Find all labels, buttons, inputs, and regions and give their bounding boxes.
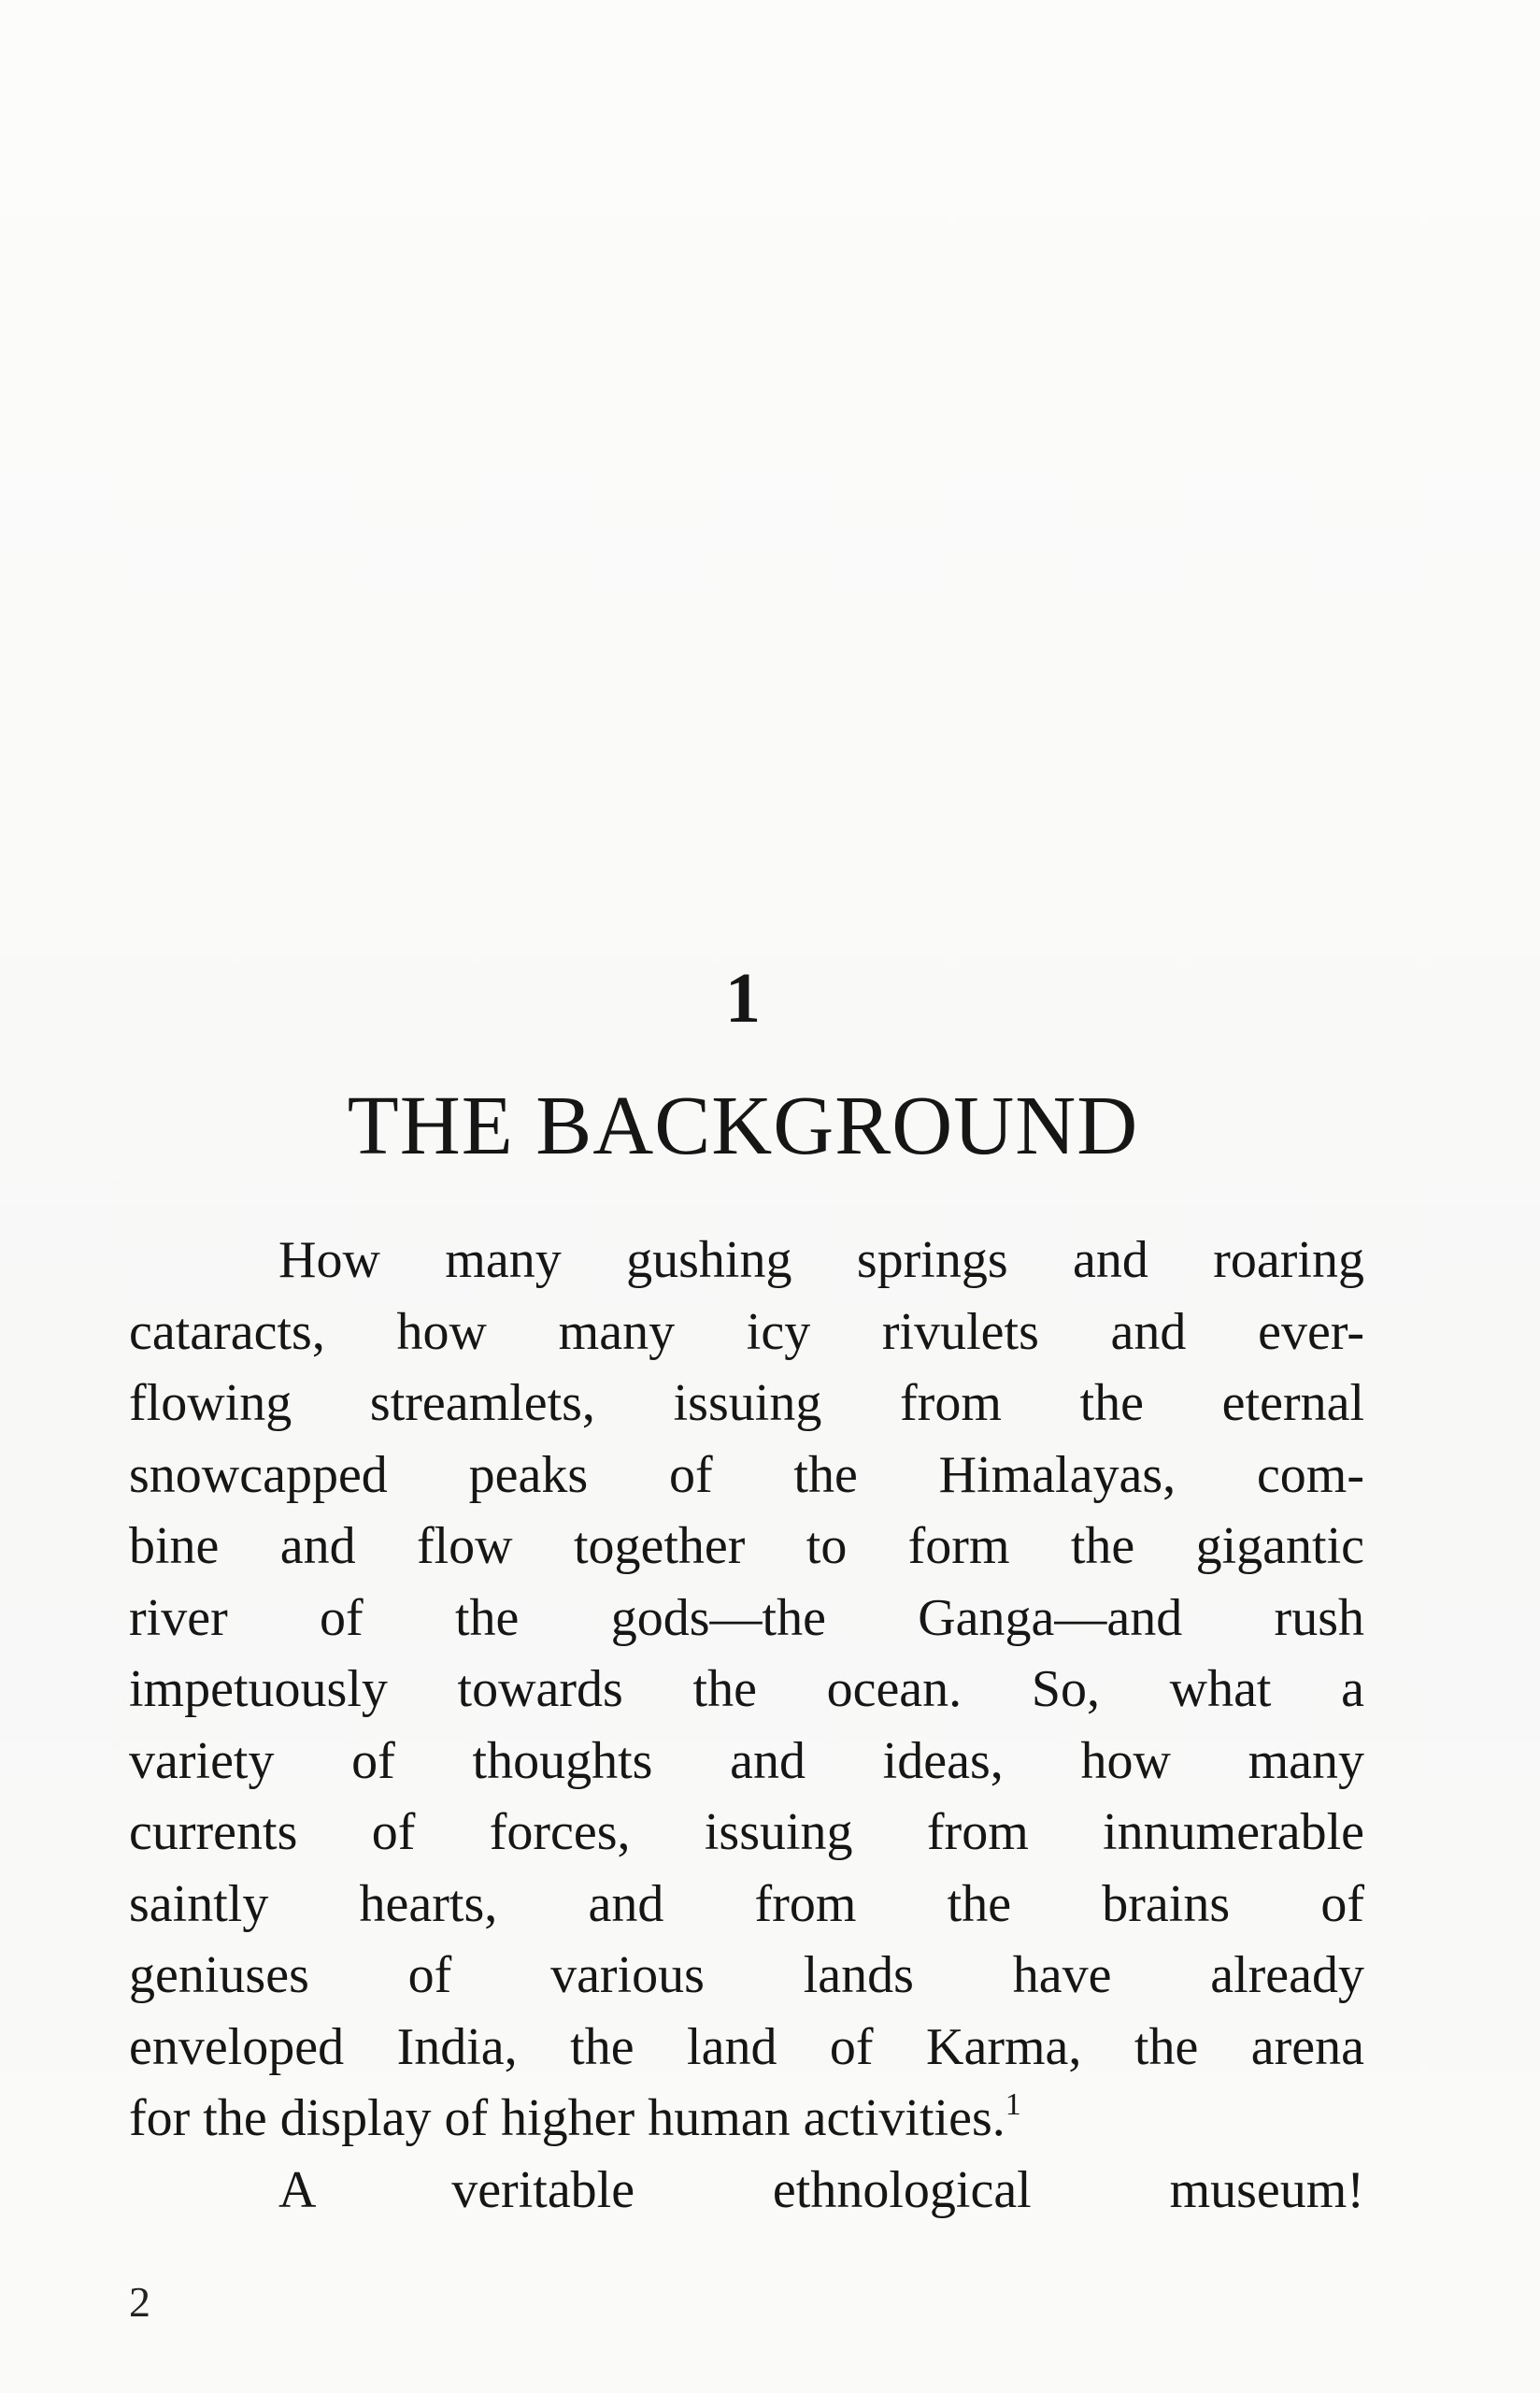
text-line: currents of forces, issuing from innumerable [129, 1803, 1364, 1861]
text-line: cataracts, how many icy rivulets and ever- [129, 1302, 1364, 1361]
chapter-title: THE BACKGROUND [347, 1080, 1139, 1172]
text-line: flowing streamlets, issuing from the eternal [129, 1374, 1364, 1432]
text-line-with-footnote [129, 2083, 1364, 2155]
footnote-marker: 1 [1005, 2087, 1021, 2122]
chapter-number: 1 [725, 959, 761, 1038]
page-number: 2 [129, 2278, 150, 2326]
text-line: snowcapped peaks of the Himalayas, com- [129, 1445, 1364, 1504]
text-line: saintly hearts, and from the brains of [129, 1874, 1364, 1933]
text-line: variety of thoughts and ideas, how many [129, 1731, 1364, 1790]
text-line: bine and flow together to form the gigantic [129, 1517, 1364, 1575]
text-line: enveloped India, the land of Karma, the arena [129, 2017, 1364, 2076]
body-text [129, 1225, 1364, 2226]
text-line: impetuously towards the ocean. So, what a [129, 1660, 1364, 1718]
text-line: How many gushing springs and roaring [278, 1231, 1364, 1289]
text-line: river of the gods—the Ganga—and rush [129, 1588, 1364, 1647]
paragraph-start-line: A veritable ethnological museum! [278, 2160, 1364, 2219]
text-line: geniuses of various lands have already [129, 1946, 1364, 2004]
text-line: for the display of higher human activities. [129, 2089, 1005, 2147]
